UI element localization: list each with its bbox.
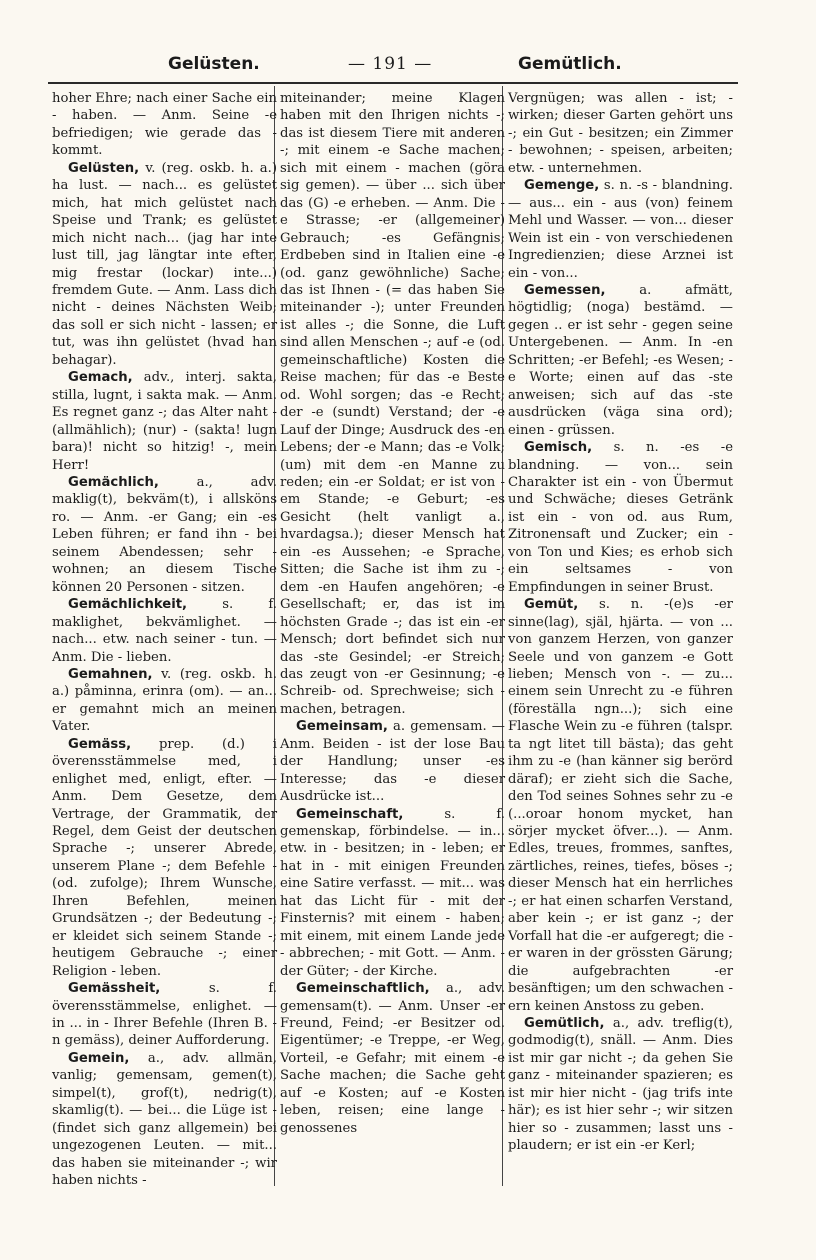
entry-headword: Gelüsten, xyxy=(68,160,140,176)
entry-text: a. afmätt, högtidlig; (noga) bestämd. — gegen .. er ist sehr - gegen seine Untergebenen. — Anm. In -en Schritten; -er Befehl; -es Wesen; -e Worte; einen auf das -ste anweisen; sich auf das -ste ausdrücken (väga sina ord); einen - grüssen. xyxy=(508,282,733,438)
dictionary-entry xyxy=(508,90,733,177)
entry-text: v. (reg. oskb. h. a.) ha lust. — nach... es gelüstet mich, hat mich gelüstet nach Speise und Trank; es gelüstet mich nicht nach... (jag har inte lust till, jag längtar inte efter, mig frestar (lockar) inte...) fremdem Gute. — Anm. Lass dich nicht - deines Nächsten Weib; das soll er sich nicht - lassen; er tut, was ihn gelüstet (hvad han behagar). xyxy=(52,160,277,368)
dictionary-entry xyxy=(508,1015,733,1155)
entry-headword: Gemässheit, xyxy=(68,981,161,997)
entry-text: s. f. gemenskap, förbindelse. — in... etw. in - besitzen; in - leben; er hat in - mit einigen Freunden eine Satire verfasst. — mit... was hat das Licht für - mit der Finsternis? mit einem - haben; mit einem, mit einem Lande jede - abbrechen; - mit Gott. — Anm. - der Güter; - der Kirche. xyxy=(280,806,505,979)
dictionary-entry xyxy=(52,980,277,1050)
entry-text: s. n. -es -e blandning. — von... sein Charakter ist ein - von Übermut und Schwäche; dieses Getränk ist ein - von od. aus Rum, Zitronensaft und Zucker; ein - von Ton und Kies; es erhob sich ein seltsames - von Empfindungen in seiner Brust. xyxy=(508,440,733,595)
entry-headword: Gemüt, xyxy=(524,597,579,613)
column-2 xyxy=(280,90,505,1137)
dictionary-entry xyxy=(280,980,505,1137)
header-left-word: Gelüsten. xyxy=(168,54,260,74)
dictionary-entry xyxy=(280,718,505,805)
dictionary-entry xyxy=(52,474,277,596)
header-rule xyxy=(48,82,738,84)
page-header xyxy=(48,44,738,84)
dictionary-entry xyxy=(508,177,733,282)
entry-text: Vergnügen; was allen - ist; - wirken; dieser Garten gehört uns -; ein Gut - besitzen; ein Zimmer - bewohnen; - speisen, arbeiten; etw. - unternehmen. xyxy=(508,91,733,176)
entry-text: a., adv. treflig(t), godmodig(t), snäll. — Anm. Dies ist mir gar nicht -; da gehen Sie ganz - miteinander spazieren; es ist mir hier nicht - (jag trifs inte här); es ist hier sehr -; wir sitzen hier so - zusammen; lasst uns - plaudern; er ist ein -er Kerl; xyxy=(508,1016,733,1154)
dictionary-entry xyxy=(52,90,277,160)
entry-text: a. gemensam. — Anm. Beiden - ist der lose Bau der Handlung; unser -es Interesse; das -e dieser Ausdrücke ist... xyxy=(280,719,505,805)
entry-text: v. (reg. oskb. h. a.) påminna, erinra (om). — an... er gemahnt mich an meinen Vater. xyxy=(52,666,277,735)
entry-headword: Gemächlichkeit, xyxy=(68,597,188,613)
column-3 xyxy=(508,90,733,1155)
dictionary-entry xyxy=(52,160,277,369)
dictionary-entry xyxy=(52,666,277,736)
entry-text: a., adv. gemensam(t). — Anm. Unser -er Freund, Feind; -er Besitzer od. Eigentümer; -e Treppe, -er Weg, Vorteil, -e Gefahr; mit einem -e Sache machen; die Sache geht auf -e Kosten; auf -e Kosten leben, reisen; eine lange - genossenes xyxy=(280,981,505,1136)
entry-headword: Gemein, xyxy=(68,1050,130,1066)
entry-text: adv., interj. sakta, stilla, lugnt, i sakta mak. — Anm. Es regnet ganz -; das Alter naht - (allmählich); (nur) - (sakta! lugn bara)! nicht so hitzig! -, mein Herr! xyxy=(52,370,277,473)
entry-text: miteinander; meine Klagen haben mit den Ihrigen nichts -; das ist diesem Tiere mit anderen -; mit einem -e Sache machen; sich mit einem - machen (göra sig gemen). — über ... sich über das (G) -e erheben. — Anm. Die -e Strasse; -er (allgemeiner) Gebrauch; -es Gefängnis; Erdbeben sind in Italien eine -e (od. ganz gewöhnliche) Sache; das ist Ihnen - (= das haben Sie miteinander -); unter Freunden ist alles -; die Sonne, die Luft sind allen Menschen -; auf -e (od. gemeinschaftliche) Kosten die Reise machen; für das -e Beste od. Wohl sorgen; das -e Recht; der -e (sundt) Verstand; der -e Lauf der Dinge; Ausdruck des -en Lebens; der -e Mann; das -e Volk; (um) mit dem -en Manne zu reden; ein -er Soldat; er ist von -em Stande; -e Geburt; -es Gesicht (helt vanligt a., hvardagsa.); dieser Mensch hat ein -es Aussehen; -e Sprache, Sitten; die Sache ist ihm zu -; dem -en Haufen angehören; -e Gesellschaft; er, das ist im höchsten Grade -; das ist ein -er Mensch; dort befindet sich nur das -ste Gesindel; -er Streich; das zeugt von -er Gesinnung; -e Schreib- od. Sprechweise; sich - machen, betragen. xyxy=(280,91,505,717)
entry-headword: Gemahnen, xyxy=(68,666,153,682)
entry-text: s. n. -s - blandning. — aus... ein - aus (von) feinem Mehl und Wasser. — von... dieser Wein ist ein - von verschiedenen Ingredienzien; diese Arznei ist ein - von... xyxy=(508,178,733,281)
entry-text: hoher Ehre; nach einer Sache ein - haben. — Anm. Seine -e befriedigen; wie gerade das - kommt. xyxy=(52,91,277,159)
dictionary-entry xyxy=(280,90,505,718)
entry-headword: Gemessen, xyxy=(524,282,606,298)
entry-text: a., adv. maklig(t), bekväm(t), i allsköns ro. — Anm. -er Gang; ein -es Leben führen; er fand ihn - bei seinem Abendessen; sehr - wohnen; an diesem Tische können 20 Personen - sitzen. xyxy=(52,474,277,595)
entry-headword: Gemütlich, xyxy=(524,1016,605,1032)
dictionary-entry xyxy=(52,596,277,666)
dictionary-entry xyxy=(52,369,277,474)
entry-headword: Gemächlich, xyxy=(68,474,159,490)
dictionary-entry xyxy=(508,596,733,1015)
entry-text: a., adv. allmän, vanlig; gemensam, gemen(t), simpel(t), grof(t), nedrig(t), skamlig(t). — bei... die Lüge ist - (findet sich ganz allgemein) bei ungezogenen Leuten. — mit... das haben sie miteinander -; wir haben nichts - xyxy=(52,1050,277,1189)
dictionary-entry xyxy=(508,439,733,596)
entry-text: s. f. maklighet, bekvämlighet. — nach... etw. nach seiner - tun. — Anm. Die - lieben. xyxy=(52,597,277,665)
dictionary-entry xyxy=(508,282,733,439)
entry-text: s. n. -(e)s -er sinne(lag), själ, hjärta. — von ... von ganzem Herzen, von ganzer Seele und von ganzem -e Gott lieben; Mensch von -. — zu... einem sein Unrecht zu -e führen (föreställa ngn...); sich eine Flasche Wein zu -e führen (talspr. ta ngt litet till bästa); das geht ihm zu -e (han känner sig berörd däraf); er zieht sich die Sache, den Tod seines Sohnes sehr zu -e (...oroar honom mycket, han sörjer mycket öfver...). — Anm. Edles, treues, frommes, sanftes, zärtliches, reines, tiefes, böses -; dieser Mensch hat ein herrliches -; er hat einen scharfen Verstand, aber kein -; er ist ganz -; der Vorfall hat die -er aufgeregt; die -er waren in der grössten Gärung; die aufgebrachten -er besänftigen; um den schwachen -ern keinen Anstoss zu geben. xyxy=(508,597,733,1014)
header-right-word: Gemütlich. xyxy=(518,54,622,74)
entry-text: prep. (d.) i överensstämmelse med, i enlighet med, enligt, efter. — Anm. Dem Gesetze, dem Vertrage, der Grammatik, der Regel, dem Geist der deutschen Sprache -; unserer Abrede, unserem Plane -; dem Befehle - (od. zufolge); Ihrem Wunsche, Ihren Befehlen, meinen Grundsätzen -; der Bedeutung -; er kleidet sich seinem Stande -; heutigem Gebrauche -; einer Religion - leben. xyxy=(52,736,277,979)
entry-headword: Gemeinschaft, xyxy=(296,806,404,822)
entry-text: s. f. överensstämmelse, enlighet. — in ... in - Ihrer Befehle (Ihren B. -n gemäss), deiner Aufforderung. xyxy=(52,981,277,1049)
dictionary-entry xyxy=(280,806,505,981)
page-number: — 191 — xyxy=(348,54,433,74)
entry-headword: Gemenge, xyxy=(524,178,600,194)
entry-headword: Gemisch, xyxy=(524,440,593,456)
dictionary-entry xyxy=(52,736,277,980)
column-1 xyxy=(52,90,277,1190)
entry-headword: Gemeinschaftlich, xyxy=(296,981,430,997)
entry-headword: Gemach, xyxy=(68,370,133,386)
entry-headword: Gemeinsam, xyxy=(296,719,388,735)
entry-headword: Gemäss, xyxy=(68,736,132,752)
dictionary-entry xyxy=(52,1050,277,1190)
